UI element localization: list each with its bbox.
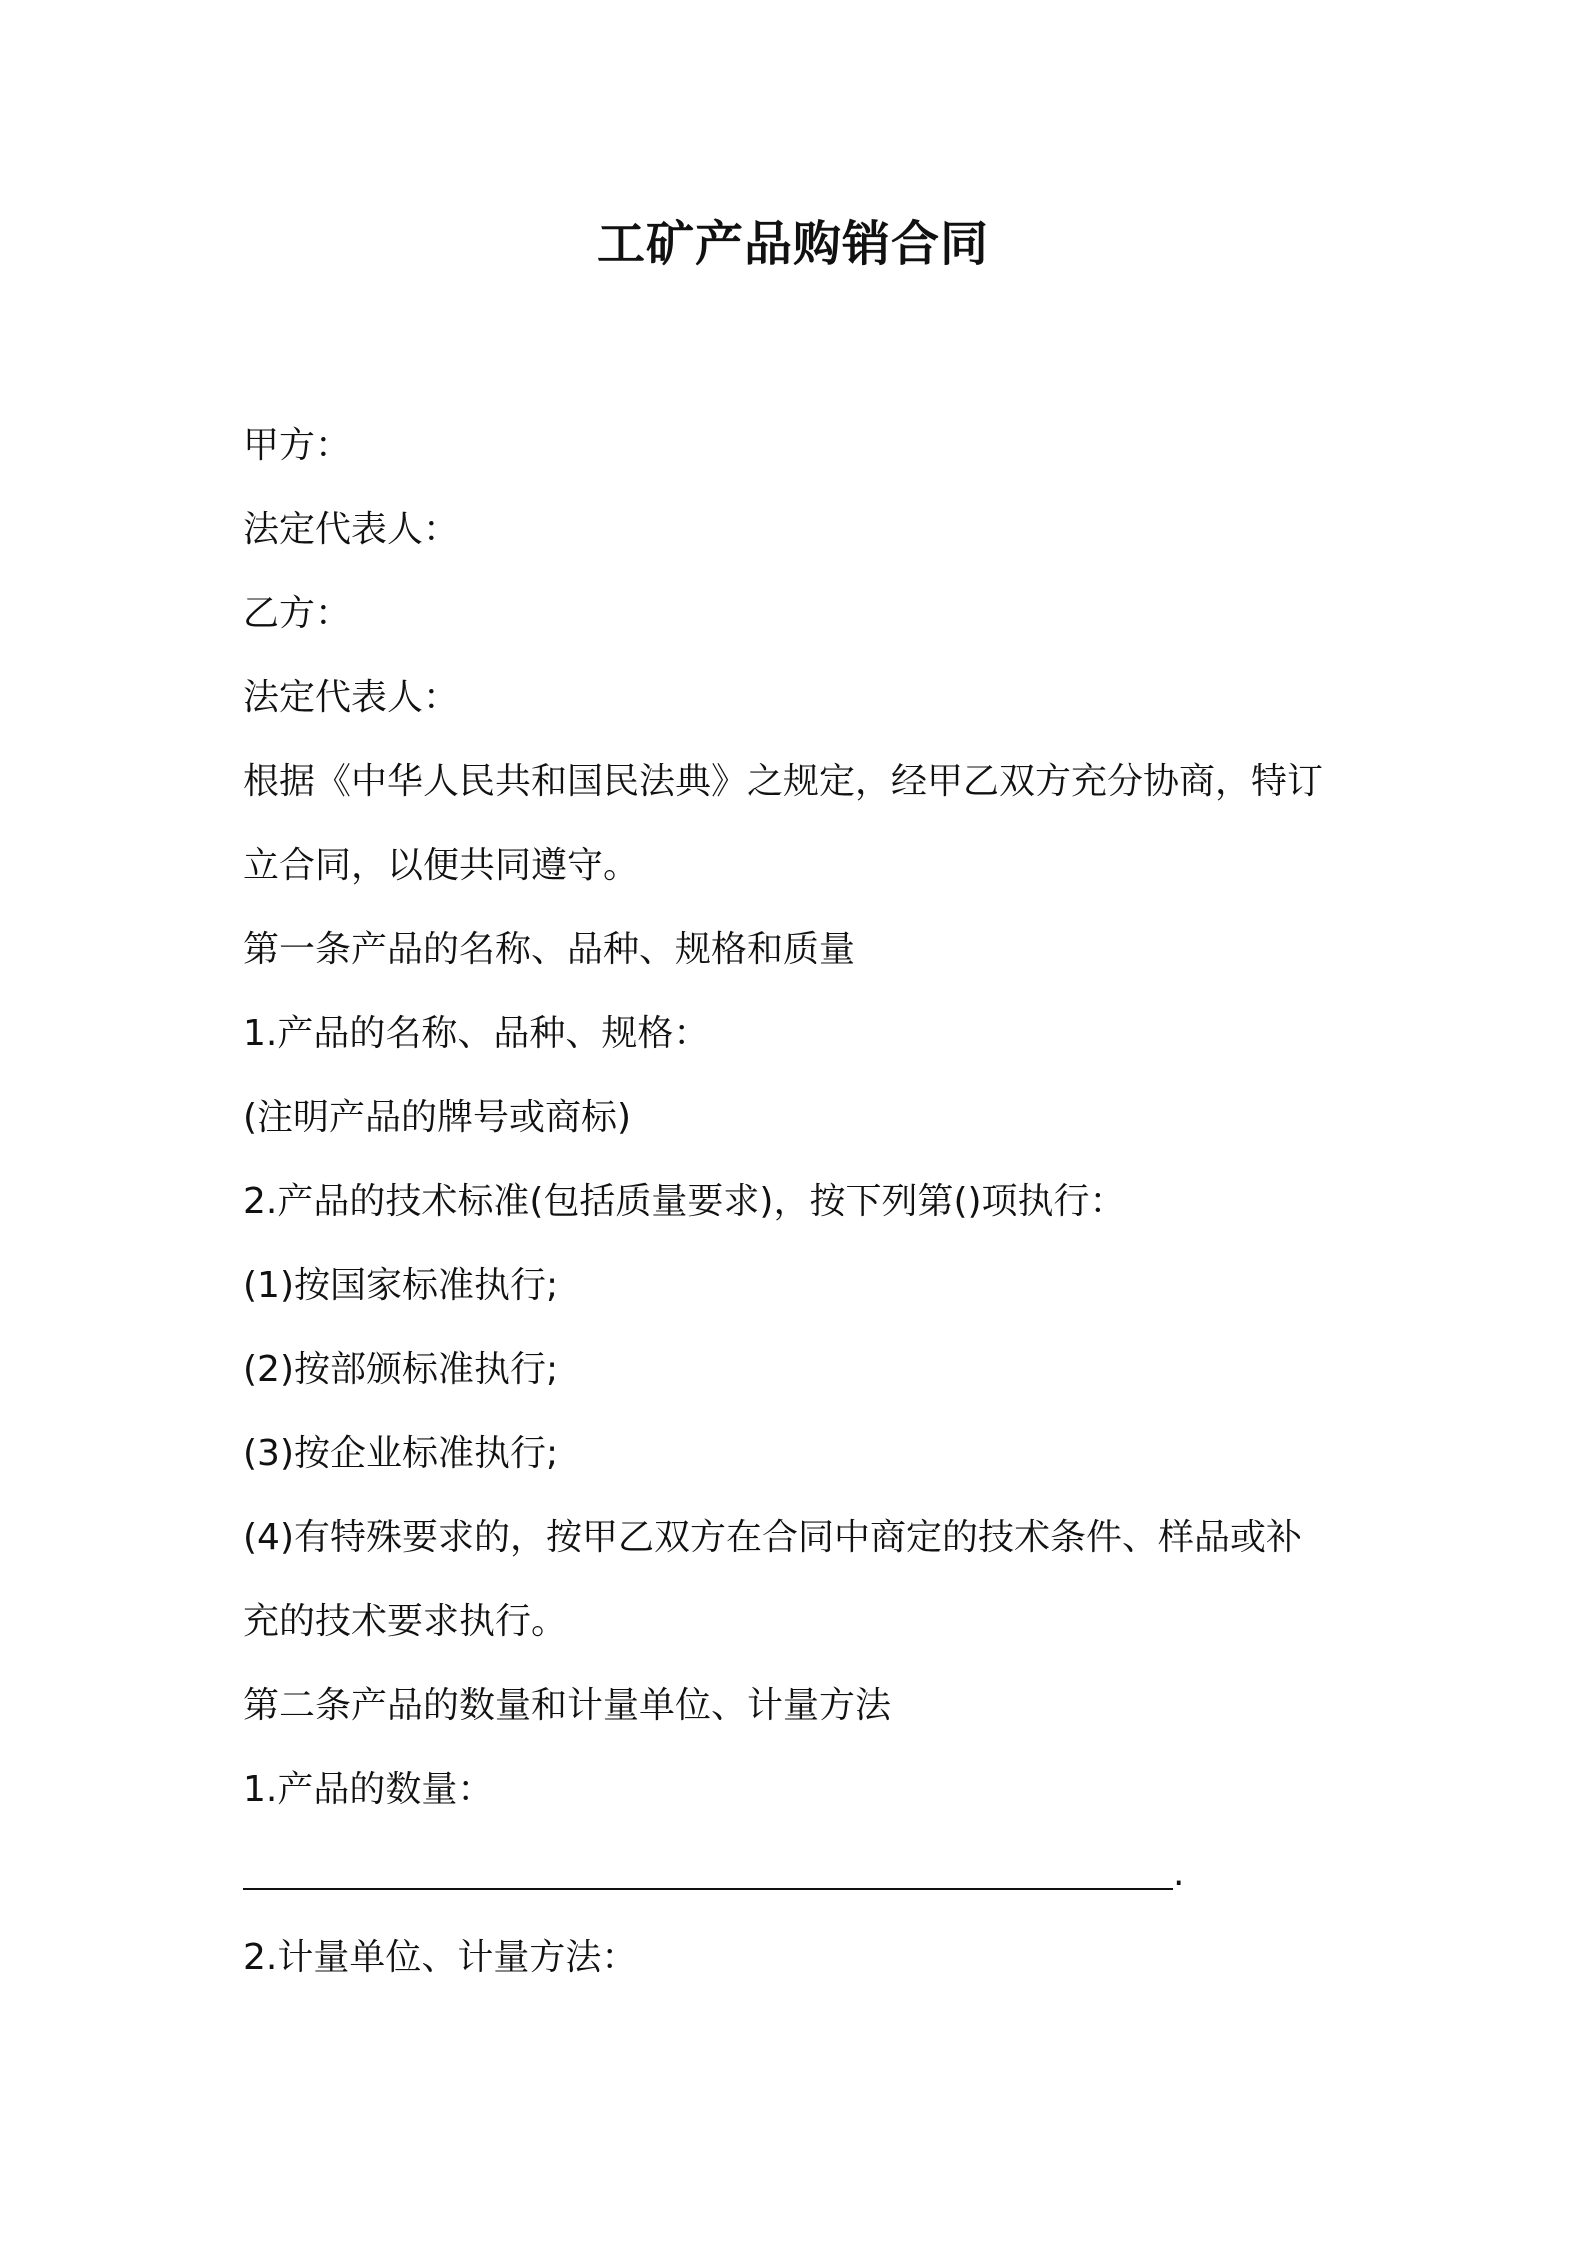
article-1-option-3: (3)按企业标准执行;	[243, 1433, 559, 1474]
document-body	[243, 404, 1363, 2000]
fill-in-period: .	[1173, 1853, 1185, 1894]
article-1-option-4-line-1: (4)有特殊要求的，按甲乙双方在合同中商定的技术条件、样品或补	[243, 1517, 1302, 1558]
article-1-option-4-line-2: 充的技术要求执行。	[243, 1601, 568, 1642]
article-2-quantity-blank	[243, 1832, 1363, 1916]
article-1-item-2: 2.产品的技术标准(包括质量要求)，按下列第()项执行：	[243, 1181, 1126, 1222]
article-1-option-1: (1)按国家标准执行;	[243, 1265, 559, 1306]
article-1-item-1-note: (注明产品的牌号或商标)	[243, 1097, 632, 1138]
article-1-option-2: (2)按部颁标准执行;	[243, 1349, 559, 1390]
article-2-item-1: 1.产品的数量：	[243, 1769, 494, 1810]
article-1-heading: 第一条产品的名称、品种、规格和质量	[243, 929, 856, 970]
party-b-representative-label: 法定代表人：	[243, 677, 460, 718]
article-2-heading: 第二条产品的数量和计量单位、计量方法	[243, 1685, 892, 1726]
party-b-label: 乙方：	[243, 593, 352, 634]
article-2-item-2: 2.计量单位、计量方法：	[243, 1937, 638, 1978]
preamble-line-2: 立合同，以便共同遵守。	[243, 845, 640, 886]
party-a-label: 甲方：	[243, 425, 352, 466]
party-a-representative-label: 法定代表人：	[243, 509, 460, 550]
document-title: 工矿产品购销合同	[596, 216, 989, 272]
article-1-item-1: 1.产品的名称、品种、规格：	[243, 1013, 710, 1054]
fill-in-underline	[243, 1888, 1173, 1890]
preamble-line-1: 根据《中华人民共和国民法典》之规定，经甲乙双方充分协商，特订	[243, 761, 1324, 802]
